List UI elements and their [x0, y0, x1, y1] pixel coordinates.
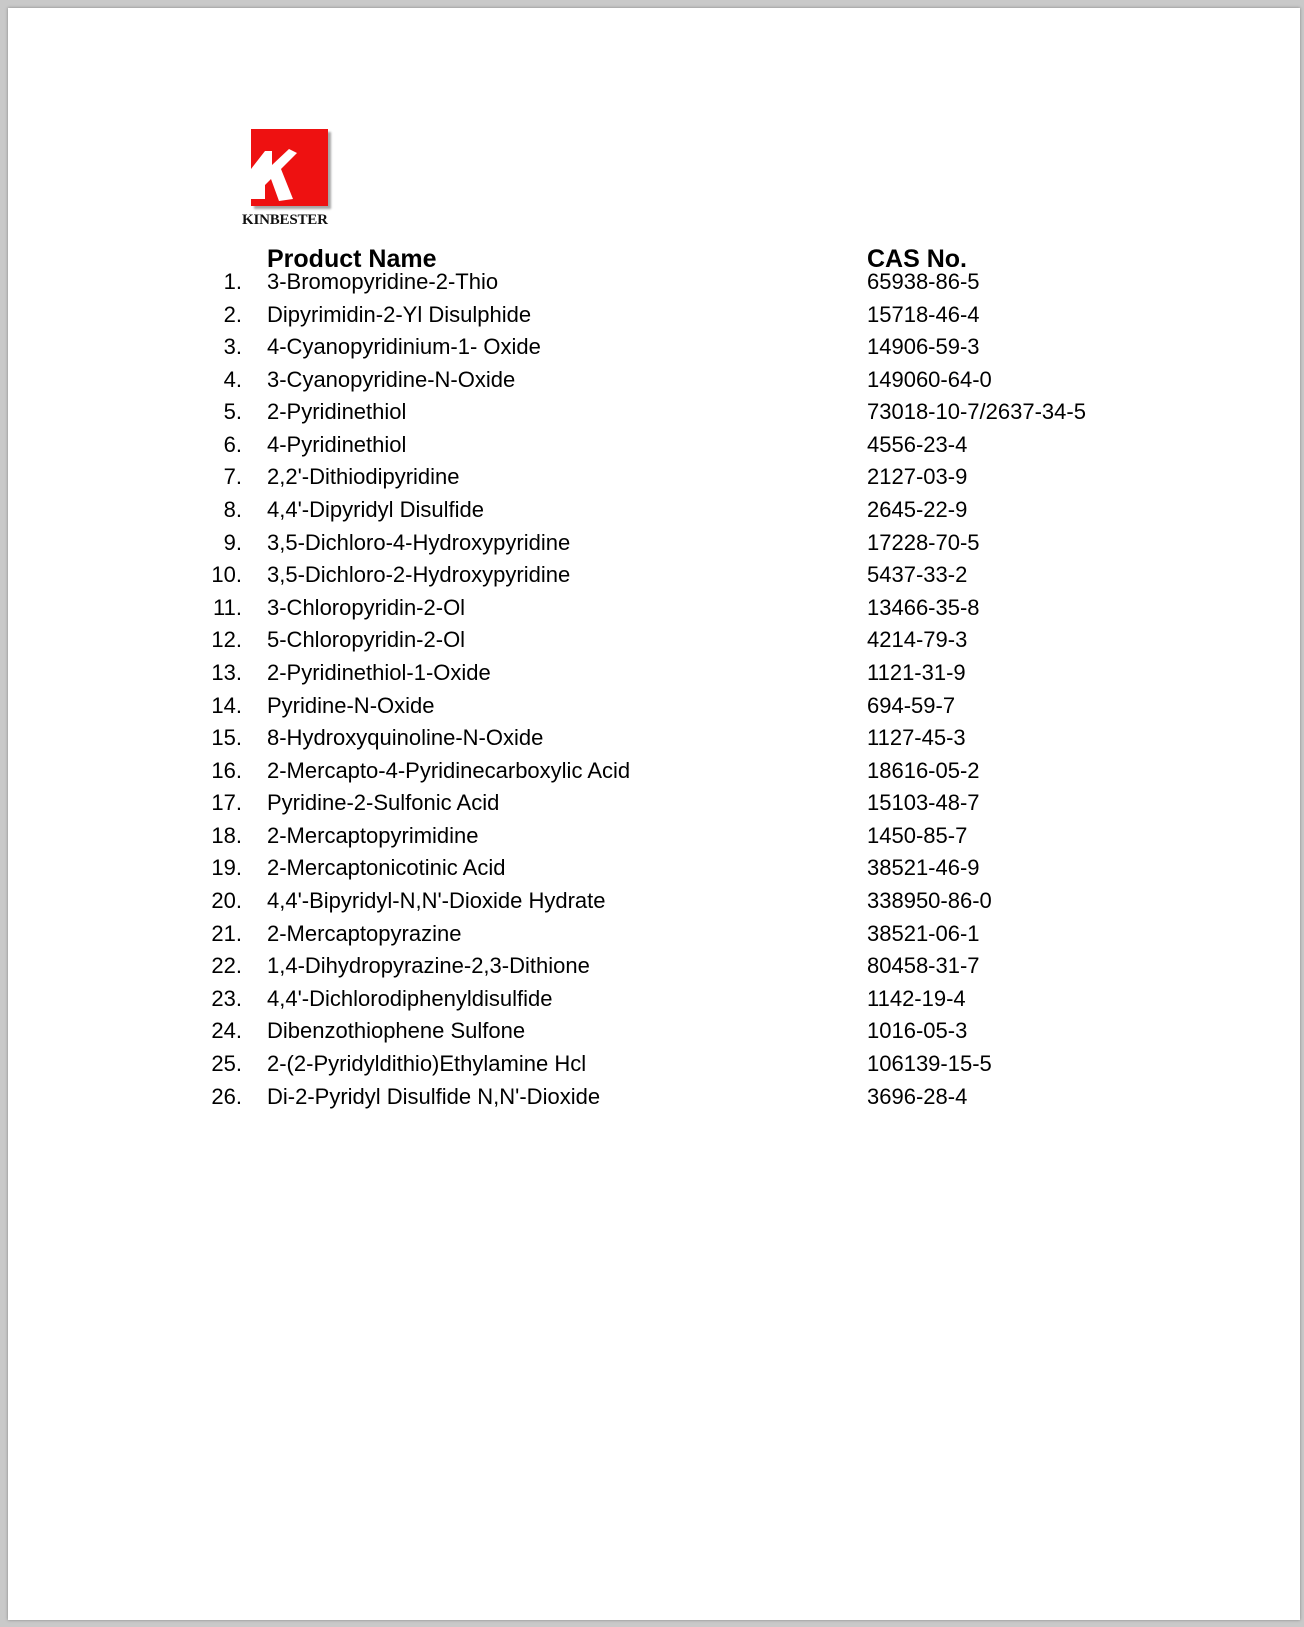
cas-number: 1127-45-3: [867, 725, 966, 751]
cas-number: 3696-28-4: [867, 1083, 968, 1109]
product-name: 4,4'-Dichlorodiphenyldisulfide: [267, 985, 553, 1011]
list-item: [8, 558, 1300, 592]
cas-number: 17228-70-5: [867, 529, 980, 555]
product-name: 4,4'-Bipyridyl-N,N'-Dioxide Hydrate: [267, 888, 606, 914]
list-item: [8, 493, 1300, 527]
product-name: 2-Mercaptopyrimidine: [267, 822, 479, 848]
cas-number: 1121-31-9: [867, 659, 966, 685]
product-name: Dipyrimidin-2-Yl Disulphide: [267, 301, 532, 327]
list-item: [8, 884, 1300, 918]
cas-no-header: CAS No.: [867, 245, 967, 273]
item-number: 19.: [211, 855, 242, 881]
item-number: 25.: [211, 1050, 242, 1076]
product-name: 2-Mercaptopyrazine: [267, 920, 462, 946]
product-name: 3-Bromopyridine-2-Thio: [267, 269, 499, 294]
item-number: 4.: [223, 366, 242, 392]
list-item: [8, 298, 1300, 332]
product-name: 3-Chloropyridin-2-Ol: [267, 594, 466, 620]
document-page: [8, 8, 1300, 1620]
product-name: 4-Cyanopyridinium-1- Oxide: [267, 334, 541, 360]
cas-number: 1016-05-3: [867, 1018, 968, 1044]
product-name: 2-(2-Pyridyldithio)Ethylamine Hcl: [267, 1050, 587, 1076]
product-name: Pyridine-2-Sulfonic Acid: [267, 790, 500, 816]
item-number: 26.: [211, 1083, 242, 1109]
cas-number: 73018-10-7/2637-34-5: [867, 399, 1086, 425]
list-item: [8, 460, 1300, 494]
list-item: [8, 265, 1300, 299]
cas-number: 4556-23-4: [867, 431, 968, 457]
cas-number: 14906-59-3: [867, 334, 980, 360]
cas-number: 149060-64-0: [867, 366, 992, 392]
list-item: [8, 591, 1300, 625]
list-item: [8, 982, 1300, 1016]
list-item: [8, 721, 1300, 755]
cas-number: 5437-33-2: [867, 562, 968, 588]
list-item: [8, 689, 1300, 723]
cas-number: 1142-19-4: [867, 985, 966, 1011]
cas-number: 15718-46-4: [867, 301, 980, 327]
cas-number: 65938-86-5: [867, 269, 980, 294]
item-number: 23.: [211, 985, 242, 1011]
product-name: Dibenzothiophene Sulfone: [267, 1018, 526, 1044]
item-number: 1.: [223, 269, 242, 294]
product-name: 4,4'-Dipyridyl Disulfide: [267, 497, 484, 523]
list-item: [8, 330, 1300, 364]
item-number: 7.: [223, 464, 242, 490]
list-item: [8, 786, 1300, 820]
cas-number: 106139-15-5: [867, 1050, 992, 1076]
item-number: 5.: [223, 399, 242, 425]
product-name: 3,5-Dichloro-2-Hydroxypyridine: [267, 562, 571, 588]
product-name: 3,5-Dichloro-4-Hydroxypyridine: [267, 529, 571, 555]
cas-number: 694-59-7: [867, 692, 956, 718]
item-number: 2.: [223, 301, 242, 327]
list-item: [8, 656, 1300, 690]
product-name: 5-Chloropyridin-2-Ol: [267, 627, 466, 653]
cas-number: 80458-31-7: [867, 953, 980, 979]
item-number: 14.: [211, 692, 242, 718]
list-item: [8, 623, 1300, 657]
cas-number: 2645-22-9: [867, 497, 968, 523]
item-number: 8.: [223, 497, 242, 523]
list-item: [8, 949, 1300, 983]
item-number: 22.: [211, 953, 242, 979]
cas-number: 338950-86-0: [867, 888, 992, 914]
cas-number: 2127-03-9: [867, 464, 968, 490]
item-number: 3.: [223, 334, 242, 360]
list-item: [8, 1080, 1300, 1114]
item-number: 21.: [211, 920, 242, 946]
cas-number: 4214-79-3: [867, 627, 968, 653]
item-number: 6.: [223, 431, 242, 457]
cas-number: 38521-06-1: [867, 920, 980, 946]
cas-number: 13466-35-8: [867, 594, 980, 620]
product-name: 2-Pyridinethiol-1-Oxide: [267, 659, 491, 685]
item-number: 9.: [223, 529, 242, 555]
item-number: 15.: [211, 725, 242, 751]
item-number: 16.: [211, 757, 242, 783]
item-number: 24.: [211, 1018, 242, 1044]
list-item: [8, 754, 1300, 788]
list-item: [8, 819, 1300, 853]
list-item: [8, 526, 1300, 560]
item-number: 18.: [211, 822, 242, 848]
product-name-header: Product Name: [267, 245, 437, 273]
product-name: 4-Pyridinethiol: [267, 431, 407, 457]
list-item: [8, 363, 1300, 397]
list-item: [8, 1014, 1300, 1048]
item-number: 20.: [211, 888, 242, 914]
list-item: [8, 1047, 1300, 1081]
kinbester-logo: [240, 125, 350, 232]
product-name: 2-Mercapto-4-Pyridinecarboxylic Acid: [267, 757, 631, 783]
item-number: 12.: [211, 627, 242, 653]
product-name: 2,2'-Dithiodipyridine: [267, 464, 460, 490]
cas-number: 15103-48-7: [867, 790, 980, 816]
cas-number: 1450-85-7: [867, 822, 968, 848]
list-item: [8, 917, 1300, 951]
item-number: 11.: [213, 594, 242, 620]
product-name: 2-Mercaptonicotinic Acid: [267, 855, 506, 881]
cas-number: 18616-05-2: [867, 757, 980, 783]
product-name: 2-Pyridinethiol: [267, 399, 407, 425]
item-number: 13.: [211, 659, 242, 685]
product-name: 8-Hydroxyquinoline-N-Oxide: [267, 725, 544, 751]
item-number: 17.: [211, 790, 242, 816]
product-name: 3-Cyanopyridine-N-Oxide: [267, 366, 516, 392]
product-name: 1,4-Dihydropyrazine-2,3-Dithione: [267, 953, 590, 979]
product-name: Di-2-Pyridyl Disulfide N,N'-Dioxide: [267, 1083, 601, 1109]
product-name: Pyridine-N-Oxide: [267, 692, 435, 718]
logo-k-mark: [251, 129, 328, 206]
item-number: 10.: [211, 562, 242, 588]
list-item: [8, 428, 1300, 462]
list-item: [8, 851, 1300, 885]
cas-number: 38521-46-9: [867, 855, 980, 881]
logo-brand-text: KINBESTER: [242, 212, 328, 228]
list-item: [8, 395, 1300, 429]
